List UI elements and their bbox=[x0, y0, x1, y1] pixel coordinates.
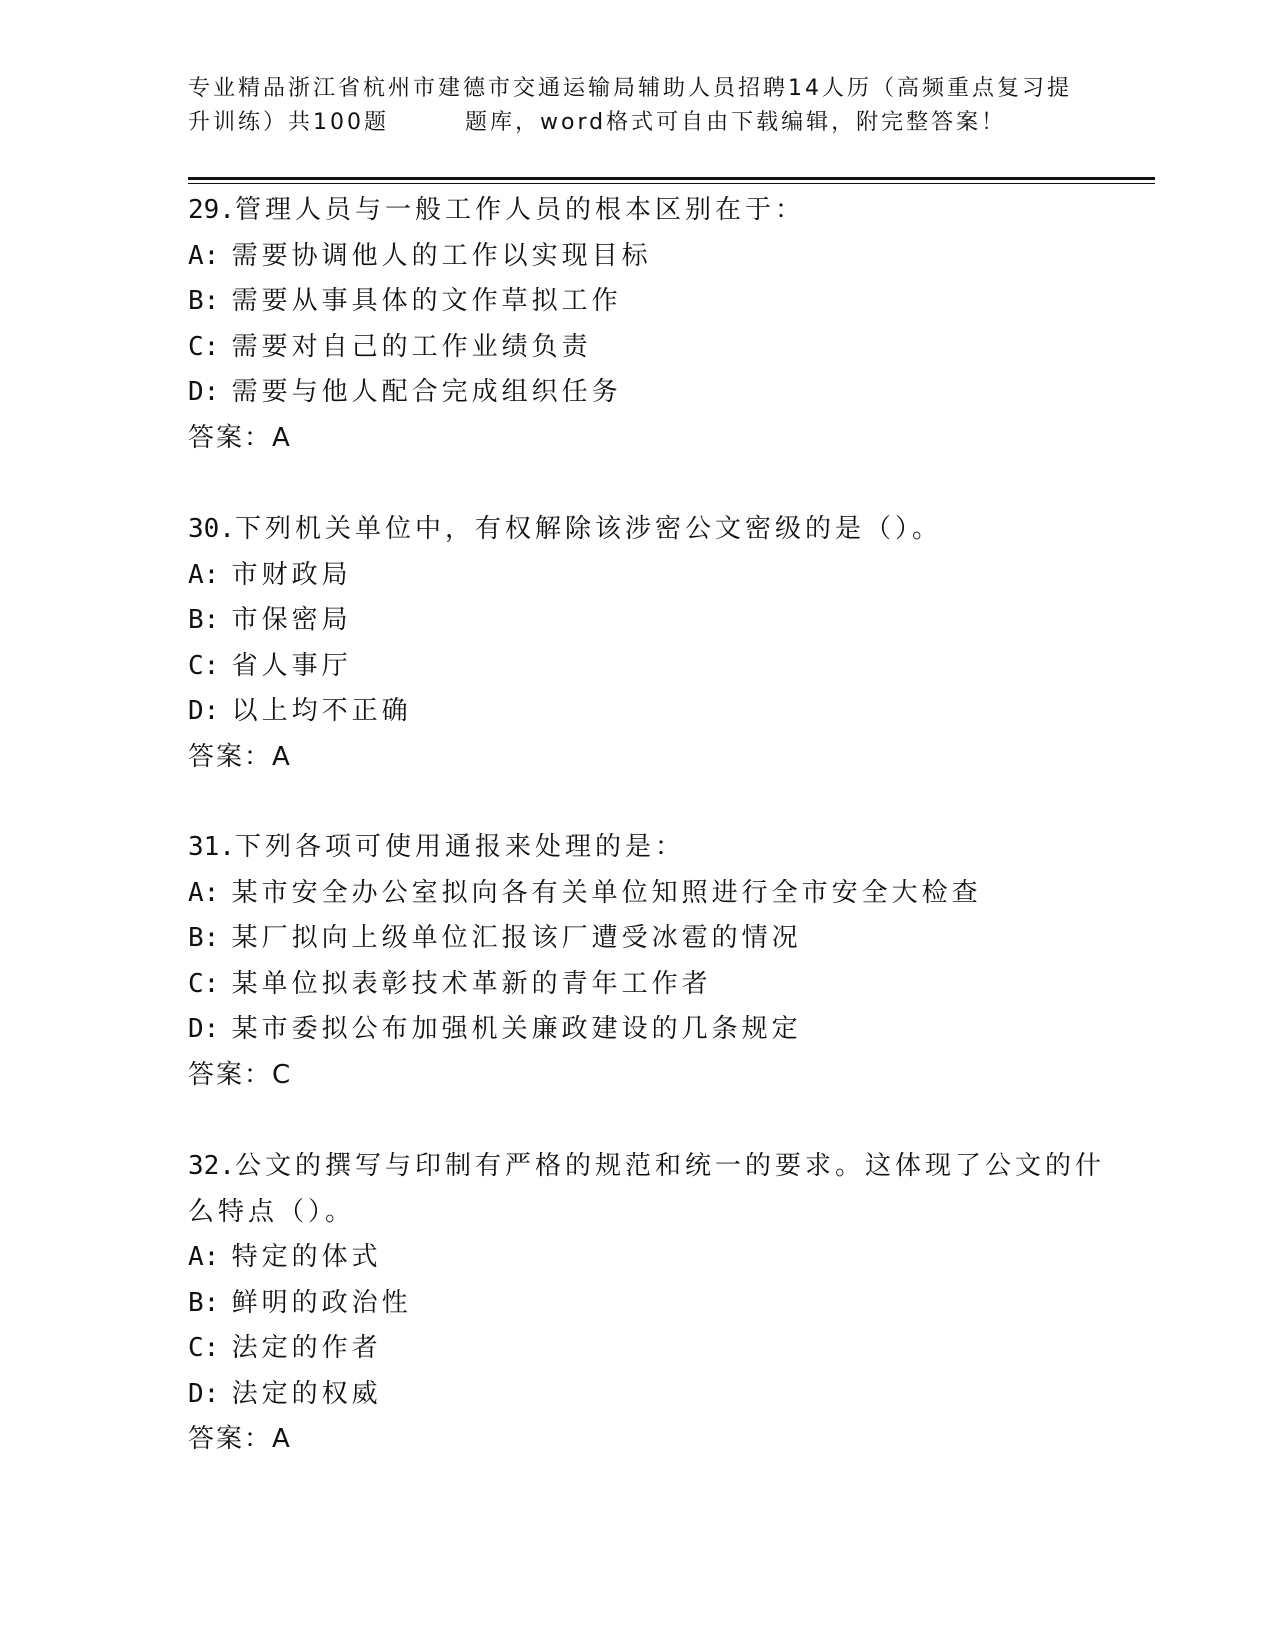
option-text: 法定的权威 bbox=[231, 1378, 382, 1409]
header-title-line-1: 专业精品浙江省杭州市建德市交通运输局辅助人员招聘14人历（高频重点复习提 bbox=[188, 76, 1072, 101]
option-b bbox=[188, 1281, 1088, 1327]
option-key: C: bbox=[188, 331, 220, 362]
question-stem-continued: 么特点（）。 bbox=[188, 1196, 356, 1227]
option-b bbox=[188, 598, 1088, 644]
option-c bbox=[188, 644, 1088, 690]
option-c bbox=[188, 1326, 1088, 1372]
option-text: 需要协调他人的工作以实现目标 bbox=[231, 240, 652, 271]
question-text: 公文的撰写与印制有严格的规范和统一的要求。这体现了公文的什 bbox=[234, 1151, 1105, 1181]
option-key: C: bbox=[188, 1333, 220, 1363]
option-text: 需要从事具体的文作草拟工作 bbox=[231, 286, 622, 316]
option-key: A: bbox=[188, 877, 220, 908]
option-d bbox=[188, 370, 1088, 416]
question-29 bbox=[188, 188, 1088, 461]
option-text: 法定的作者 bbox=[231, 1333, 382, 1363]
question-number: 30. bbox=[188, 514, 235, 544]
option-key: B: bbox=[188, 923, 220, 953]
option-key: D: bbox=[188, 1014, 220, 1044]
option-text: 某厂拟向上级单位汇报该厂遭受冰雹的情况 bbox=[231, 923, 802, 953]
option-key: C: bbox=[188, 968, 220, 999]
question-text: 下列机关单位中，有权解除该涉密公文密级的是（）。 bbox=[234, 514, 942, 544]
option-text: 需要对自己的工作业绩负责 bbox=[231, 331, 592, 362]
option-d bbox=[188, 1007, 1088, 1053]
option-b bbox=[188, 279, 1088, 325]
option-text: 某市安全办公室拟向各有关单位知照进行全市安全大检查 bbox=[231, 877, 982, 908]
question-stem bbox=[188, 188, 1088, 234]
option-key: B: bbox=[188, 286, 220, 316]
option-text: 鲜明的政治性 bbox=[231, 1287, 412, 1318]
question-30 bbox=[188, 507, 1088, 780]
option-text: 需要与他人配合完成组织任务 bbox=[231, 377, 622, 407]
option-text: 特定的体式 bbox=[231, 1242, 382, 1272]
header-title-part-a: 升训练）共100题 bbox=[188, 110, 389, 135]
answer-line: 答案：A bbox=[188, 1424, 292, 1454]
option-text: 省人事厅 bbox=[231, 650, 352, 681]
option-key: C: bbox=[188, 650, 220, 681]
option-key: B: bbox=[188, 1287, 220, 1318]
answer-line: 答案：C bbox=[188, 1059, 293, 1090]
option-a bbox=[188, 1235, 1088, 1281]
option-a bbox=[188, 234, 1088, 280]
option-a bbox=[188, 553, 1088, 599]
option-text: 市财政局 bbox=[231, 559, 352, 590]
option-key: A: bbox=[188, 559, 220, 590]
header-title-line-2 bbox=[188, 108, 1068, 138]
question-number: 29. bbox=[188, 195, 235, 225]
option-a bbox=[188, 871, 1088, 917]
question-31 bbox=[188, 825, 1088, 1098]
option-key: D: bbox=[188, 1378, 220, 1409]
question-32 bbox=[188, 1144, 1105, 1463]
option-c bbox=[188, 962, 1088, 1008]
question-text: 下列各项可使用通报来处理的是： bbox=[234, 832, 685, 862]
header-title-part-b: 题库，word格式可自由下载编辑，附完整答案！ bbox=[465, 110, 1007, 135]
question-number: 31. bbox=[188, 832, 235, 862]
option-d bbox=[188, 1372, 1088, 1418]
option-text: 市保密局 bbox=[231, 605, 352, 635]
question-text: 管理人员与一般工作人员的根本区别在于： bbox=[234, 195, 805, 225]
header-divider-thick bbox=[188, 177, 1155, 180]
option-text: 某单位拟表彰技术革新的青年工作者 bbox=[231, 968, 712, 999]
answer-line: 答案：A bbox=[188, 422, 292, 453]
header-divider-thin bbox=[188, 183, 1155, 184]
option-key: D: bbox=[188, 696, 220, 726]
option-c bbox=[188, 325, 1088, 371]
option-text: 某市委拟公布加强机关廉政建设的几条规定 bbox=[231, 1014, 802, 1044]
option-key: D: bbox=[188, 377, 220, 407]
option-text: 以上均不正确 bbox=[231, 696, 412, 726]
question-number: 32. bbox=[188, 1151, 235, 1181]
answer-line: 答案：A bbox=[188, 741, 292, 772]
option-key: B: bbox=[188, 605, 220, 635]
question-stem bbox=[188, 1144, 1105, 1190]
option-key: A: bbox=[188, 1242, 220, 1272]
question-stem bbox=[188, 507, 1088, 553]
question-stem bbox=[188, 825, 1088, 871]
option-b bbox=[188, 916, 1088, 962]
option-key: A: bbox=[188, 240, 220, 271]
option-d bbox=[188, 689, 1088, 735]
